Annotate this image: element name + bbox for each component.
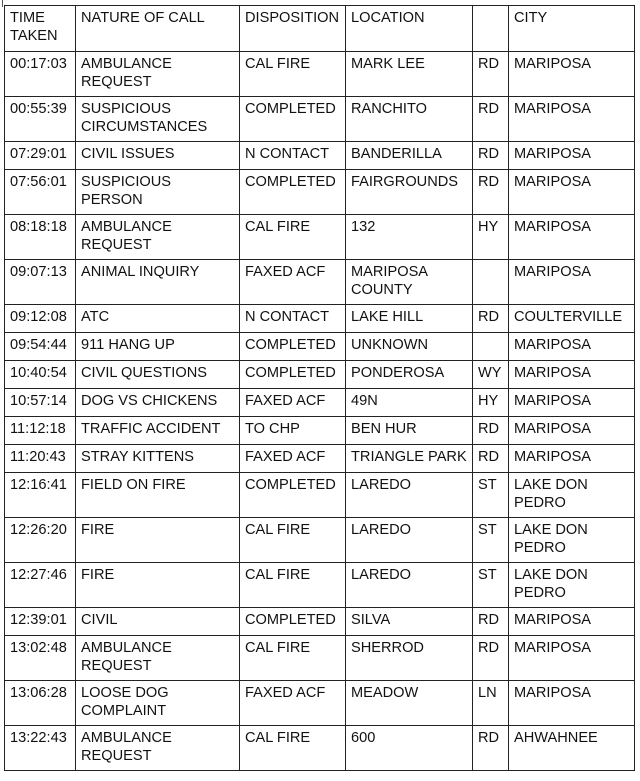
cell-street-suffix: LN (473, 681, 509, 726)
cell-time-taken: 10:40:54 (5, 361, 76, 389)
cell-time-taken: 10:57:14 (5, 389, 76, 417)
cell-disposition: COMPLETED (240, 361, 346, 389)
cell-location: SILVA (346, 608, 473, 636)
cell-time-taken: 11:20:43 (5, 445, 76, 473)
header-city: CITY (509, 6, 635, 52)
cell-street-suffix: RD (473, 726, 509, 771)
cell-disposition: COMPLETED (240, 170, 346, 215)
cell-nature-of-call: SUSPICIOUS PERSON (76, 170, 240, 215)
cell-disposition: CAL FIRE (240, 52, 346, 97)
cell-time-taken: 13:22:43 (5, 726, 76, 771)
cell-disposition: CAL FIRE (240, 518, 346, 563)
cell-street-suffix (473, 333, 509, 361)
table-row (5, 563, 635, 608)
cell-time-taken: 07:29:01 (5, 142, 76, 170)
table-row (5, 726, 635, 771)
cell-location: MARK LEE (346, 52, 473, 97)
cell-location: LAKE HILL (346, 305, 473, 333)
cell-location: UNKNOWN (346, 333, 473, 361)
cell-time-taken: 12:16:41 (5, 473, 76, 518)
cell-city: MARIPOSA (509, 445, 635, 473)
cell-city: MARIPOSA (509, 52, 635, 97)
cell-disposition: COMPLETED (240, 333, 346, 361)
cell-location: LAREDO (346, 518, 473, 563)
table-row (5, 473, 635, 518)
cell-disposition: CAL FIRE (240, 563, 346, 608)
header-nature-of-call: NATURE OF CALL (76, 6, 240, 52)
cell-city: LAKE DON PEDRO (509, 473, 635, 518)
table-row (5, 215, 635, 260)
cell-street-suffix: RD (473, 417, 509, 445)
cell-time-taken: 12:27:46 (5, 563, 76, 608)
cell-disposition: COMPLETED (240, 608, 346, 636)
cell-street-suffix: RD (473, 97, 509, 142)
cell-location: BEN HUR (346, 417, 473, 445)
cell-location: LAREDO (346, 563, 473, 608)
table-row (5, 333, 635, 361)
cell-city: MARIPOSA (509, 417, 635, 445)
cell-city: MARIPOSA (509, 681, 635, 726)
cell-disposition: CAL FIRE (240, 636, 346, 681)
cell-location: MARIPOSA COUNTY (346, 260, 473, 305)
table-row (5, 260, 635, 305)
table-row (5, 97, 635, 142)
cell-city: MARIPOSA (509, 97, 635, 142)
cell-street-suffix: HY (473, 215, 509, 260)
page-corner-mark (2, 0, 3, 7)
cell-city: MARIPOSA (509, 361, 635, 389)
call-log-body (5, 52, 635, 771)
cell-street-suffix: RD (473, 305, 509, 333)
cell-time-taken: 09:12:08 (5, 305, 76, 333)
cell-disposition: N CONTACT (240, 142, 346, 170)
cell-time-taken: 13:02:48 (5, 636, 76, 681)
header-time-taken: TIME TAKEN (5, 6, 76, 52)
cell-nature-of-call: FIELD ON FIRE (76, 473, 240, 518)
cell-city: MARIPOSA (509, 608, 635, 636)
cell-disposition: FAXED ACF (240, 260, 346, 305)
cell-location: TRIANGLE PARK (346, 445, 473, 473)
cell-nature-of-call: CIVIL (76, 608, 240, 636)
cell-nature-of-call: STRAY KITTENS (76, 445, 240, 473)
cell-disposition: N CONTACT (240, 305, 346, 333)
cell-street-suffix: RD (473, 608, 509, 636)
header-location: LOCATION (346, 6, 473, 52)
table-row (5, 417, 635, 445)
cell-disposition: TO CHP (240, 417, 346, 445)
cell-nature-of-call: FIRE (76, 518, 240, 563)
cell-street-suffix: RD (473, 52, 509, 97)
cell-disposition: FAXED ACF (240, 445, 346, 473)
cell-street-suffix: RD (473, 142, 509, 170)
cell-nature-of-call: AMBULANCE REQUEST (76, 726, 240, 771)
cell-disposition: FAXED ACF (240, 389, 346, 417)
cell-street-suffix: WY (473, 361, 509, 389)
cell-city: MARIPOSA (509, 142, 635, 170)
cell-nature-of-call: AMBULANCE REQUEST (76, 52, 240, 97)
cell-city: AHWAHNEE (509, 726, 635, 771)
cell-disposition: CAL FIRE (240, 726, 346, 771)
cell-city: LAKE DON PEDRO (509, 518, 635, 563)
cell-location: PONDEROSA (346, 361, 473, 389)
cell-time-taken: 13:06:28 (5, 681, 76, 726)
cell-nature-of-call: FIRE (76, 563, 240, 608)
table-row (5, 389, 635, 417)
cell-street-suffix: RD (473, 170, 509, 215)
cell-nature-of-call: CIVIL ISSUES (76, 142, 240, 170)
cell-nature-of-call: 911 HANG UP (76, 333, 240, 361)
cell-nature-of-call: LOOSE DOG COMPLAINT (76, 681, 240, 726)
cell-city: MARIPOSA (509, 389, 635, 417)
table-row (5, 518, 635, 563)
cell-city: MARIPOSA (509, 333, 635, 361)
cell-nature-of-call: ANIMAL INQUIRY (76, 260, 240, 305)
header-street-suffix (473, 6, 509, 52)
cell-street-suffix: ST (473, 518, 509, 563)
header-disposition: DISPOSITION (240, 6, 346, 52)
cell-disposition: FAXED ACF (240, 681, 346, 726)
cell-time-taken: 12:26:20 (5, 518, 76, 563)
cell-city: MARIPOSA (509, 170, 635, 215)
cell-street-suffix: RD (473, 636, 509, 681)
cell-street-suffix: ST (473, 563, 509, 608)
cell-disposition: COMPLETED (240, 473, 346, 518)
cell-nature-of-call: AMBULANCE REQUEST (76, 636, 240, 681)
cell-nature-of-call: CIVIL QUESTIONS (76, 361, 240, 389)
cell-street-suffix: RD (473, 445, 509, 473)
table-header-row (5, 6, 635, 52)
cell-time-taken: 12:39:01 (5, 608, 76, 636)
cell-time-taken: 09:07:13 (5, 260, 76, 305)
cell-location: LAREDO (346, 473, 473, 518)
table-row (5, 170, 635, 215)
cell-city: MARIPOSA (509, 636, 635, 681)
cell-nature-of-call: TRAFFIC ACCIDENT (76, 417, 240, 445)
cell-time-taken: 11:12:18 (5, 417, 76, 445)
cell-time-taken: 00:17:03 (5, 52, 76, 97)
cell-location: RANCHITO (346, 97, 473, 142)
cell-location: 600 (346, 726, 473, 771)
table-row (5, 608, 635, 636)
cell-location: 49N (346, 389, 473, 417)
cell-city: MARIPOSA (509, 260, 635, 305)
table-row (5, 142, 635, 170)
cell-nature-of-call: AMBULANCE REQUEST (76, 215, 240, 260)
call-log-table (4, 5, 635, 771)
table-row (5, 361, 635, 389)
table-row (5, 681, 635, 726)
cell-nature-of-call: ATC (76, 305, 240, 333)
cell-disposition: CAL FIRE (240, 215, 346, 260)
cell-city: LAKE DON PEDRO (509, 563, 635, 608)
cell-street-suffix: ST (473, 473, 509, 518)
table-row (5, 445, 635, 473)
cell-city: MARIPOSA (509, 215, 635, 260)
cell-disposition: COMPLETED (240, 97, 346, 142)
cell-street-suffix: HY (473, 389, 509, 417)
cell-city: COULTERVILLE (509, 305, 635, 333)
table-row (5, 636, 635, 681)
cell-location: SHERROD (346, 636, 473, 681)
cell-nature-of-call: SUSPICIOUS CIRCUMSTANCES (76, 97, 240, 142)
cell-time-taken: 00:55:39 (5, 97, 76, 142)
cell-nature-of-call: DOG VS CHICKENS (76, 389, 240, 417)
cell-location: MEADOW (346, 681, 473, 726)
table-row (5, 52, 635, 97)
cell-time-taken: 07:56:01 (5, 170, 76, 215)
cell-location: BANDERILLA (346, 142, 473, 170)
cell-time-taken: 08:18:18 (5, 215, 76, 260)
cell-time-taken: 09:54:44 (5, 333, 76, 361)
cell-location: 132 (346, 215, 473, 260)
cell-location: FAIRGROUNDS (346, 170, 473, 215)
table-row (5, 305, 635, 333)
cell-street-suffix (473, 260, 509, 305)
